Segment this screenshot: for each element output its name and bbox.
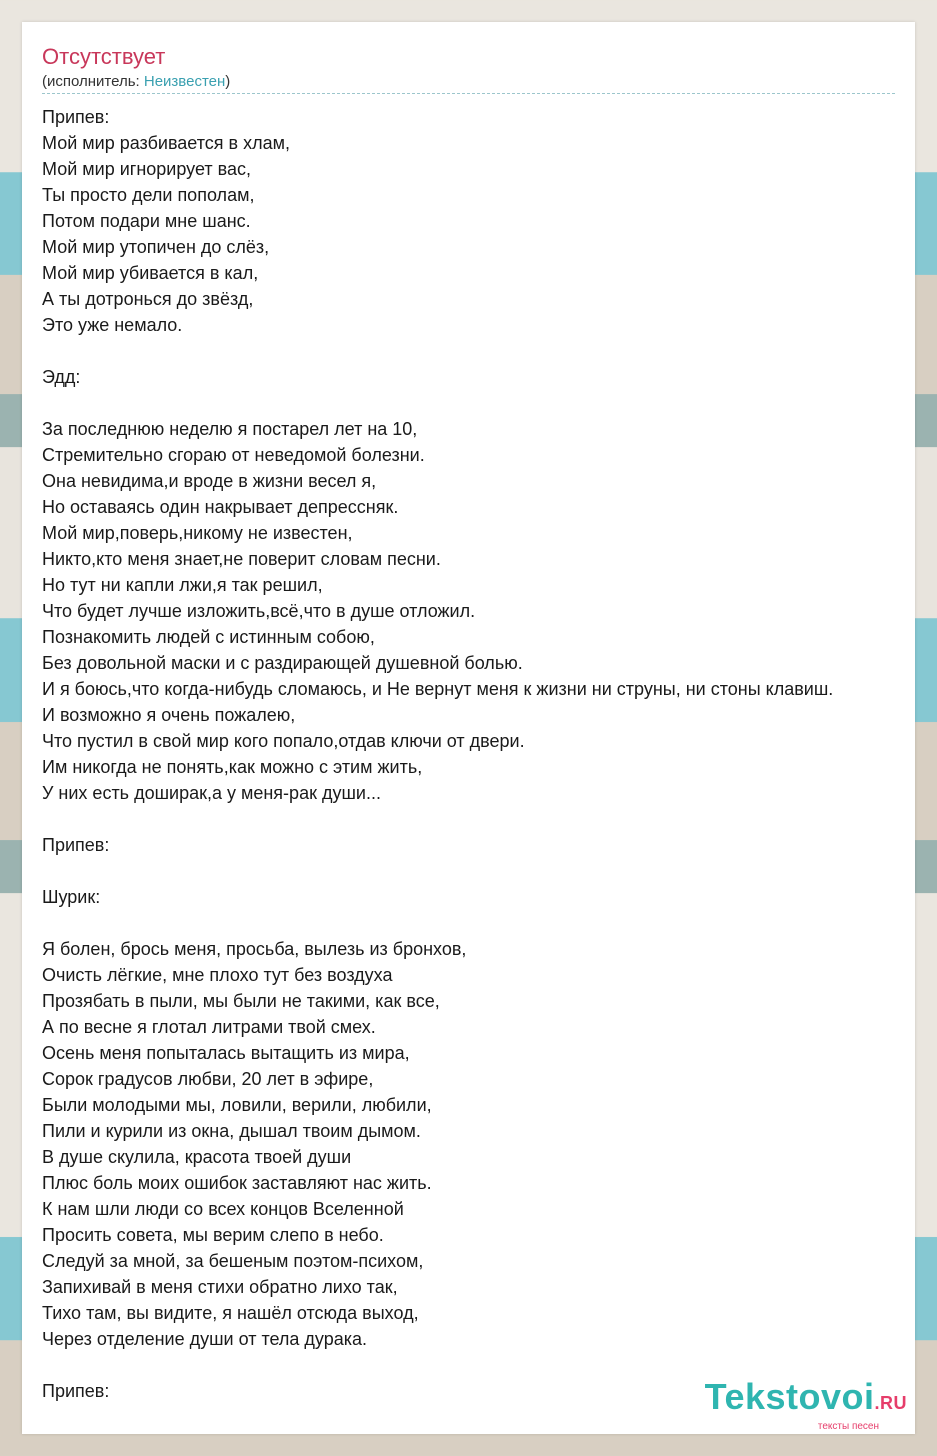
lyric-line: Никто,кто меня знает,не поверит словам песни.	[42, 549, 441, 569]
lyric-line: А ты дотронься до звёзд,	[42, 289, 254, 309]
lyric-line: Тихо там, вы видите, я нашёл отсюда выход,	[42, 1303, 419, 1323]
lyric-line	[42, 806, 937, 832]
lyric-line: Мой мир утопичен до слёз,	[42, 237, 270, 257]
lyric-line: Следуй за мной, за бешеным поэтом-психом,	[42, 1251, 424, 1271]
lyric-line: Запихивай в меня стихи обратно лихо так,	[42, 1277, 398, 1297]
lyric-line: Ты просто дели пополам,	[42, 185, 255, 205]
lyric-line: Сорок градусов любви, 20 лет в эфире,	[42, 1069, 374, 1089]
lyric-line	[42, 338, 937, 364]
logo-tagline: тексты песен	[817, 1421, 879, 1432]
lyric-line: Осень меня попыталась вытащить из мира,	[42, 1043, 410, 1063]
logo-tld: .RU	[874, 1393, 907, 1413]
lyric-line: Что будет лучше изложить,всё,что в душе отложил.	[42, 601, 476, 621]
lyric-line: И я боюсь,что когда-нибудь сломаюсь, и Не вернут меня к жизни ни струны, ни стоны клавиш.	[42, 679, 834, 699]
lyric-line	[42, 1352, 937, 1378]
lyric-line: Припев:	[42, 835, 110, 855]
lyric-line: Это уже немало.	[42, 315, 183, 335]
lyric-line: За последнюю неделю я постарел лет на 10,	[42, 419, 418, 439]
lyric-line: Но оставаясь один накрывает депрессняк.	[42, 497, 399, 517]
logo-name: Tekstovoi	[704, 1376, 875, 1417]
site-logo[interactable]	[705, 1378, 907, 1432]
lyric-line: Познакомить людей с истинным собою,	[42, 627, 375, 647]
lyric-line	[42, 858, 937, 884]
lyric-line: Мой мир,поверь,никому не известен,	[42, 523, 353, 543]
lyric-line: Стремительно сгораю от неведомой болезни.	[42, 445, 425, 465]
lyric-line: Плюс боль моих ошибок заставляют нас жить.	[42, 1173, 432, 1193]
song-title: Отсутствует	[42, 44, 166, 69]
lyric-line: Припев:	[42, 1381, 110, 1401]
lyric-line: Были молодыми мы, ловили, верили, любили,	[42, 1095, 432, 1115]
lyric-line: Очисть лёгкие, мне плохо тут без воздуха	[42, 965, 393, 985]
artist-link[interactable]: Неизвестен	[143, 73, 226, 90]
lyric-line: У них есть доширак,а у меня-рак души...	[42, 783, 381, 803]
lyric-line: Эдд:	[42, 367, 81, 387]
lyric-line: Просить совета, мы верим слепо в небо.	[42, 1225, 384, 1245]
lyric-line: Без довольной маски и с раздирающей душевной болью.	[42, 653, 523, 673]
lyric-line: В душе скулила, красота твоей души	[42, 1147, 352, 1167]
lyric-line: Мой мир игнорирует вас,	[42, 159, 251, 179]
lyric-line: Она невидима,и вроде в жизни весел я,	[42, 471, 377, 491]
lyric-line	[42, 910, 937, 936]
lyric-line	[42, 390, 937, 416]
lyrics-card	[22, 22, 915, 1434]
header-divider	[42, 93, 895, 94]
lyric-line: А по весне я глотал литрами твой смех.	[42, 1017, 376, 1037]
lyric-line: Прозябать в пыли, мы были не такими, как все,	[42, 991, 440, 1011]
lyric-line: Но тут ни капли лжи,я так решил,	[42, 575, 323, 595]
lyric-line: Шурик:	[42, 887, 101, 907]
artist-suffix: )	[225, 73, 231, 90]
lyric-line: Мой мир разбивается в хлам,	[42, 133, 290, 153]
lyric-line: К нам шли люди со всех концов Вселенной	[42, 1199, 404, 1219]
lyrics-text	[42, 104, 937, 1404]
lyric-line: Я болен, брось меня, просьба, вылезь из бронхов,	[42, 939, 467, 959]
artist-prefix: (исполнитель:	[42, 73, 144, 90]
lyric-line: Им никогда не понять,как можно с этим жить,	[42, 757, 423, 777]
lyric-line: И возможно я очень пожалею,	[42, 705, 296, 725]
lyric-line: Припев:	[42, 107, 110, 127]
lyric-line: Потом подари мне шанс.	[42, 211, 251, 231]
lyric-line: Пили и курили из окна, дышал твоим дымом.	[42, 1121, 421, 1141]
lyric-line: Что пустил в свой мир кого попало,отдав ключи от двери.	[42, 731, 525, 751]
artist-line	[42, 72, 230, 92]
lyric-line: Через отделение души от тела дурака.	[42, 1329, 368, 1349]
lyric-line: Мой мир убивается в кал,	[42, 263, 259, 283]
